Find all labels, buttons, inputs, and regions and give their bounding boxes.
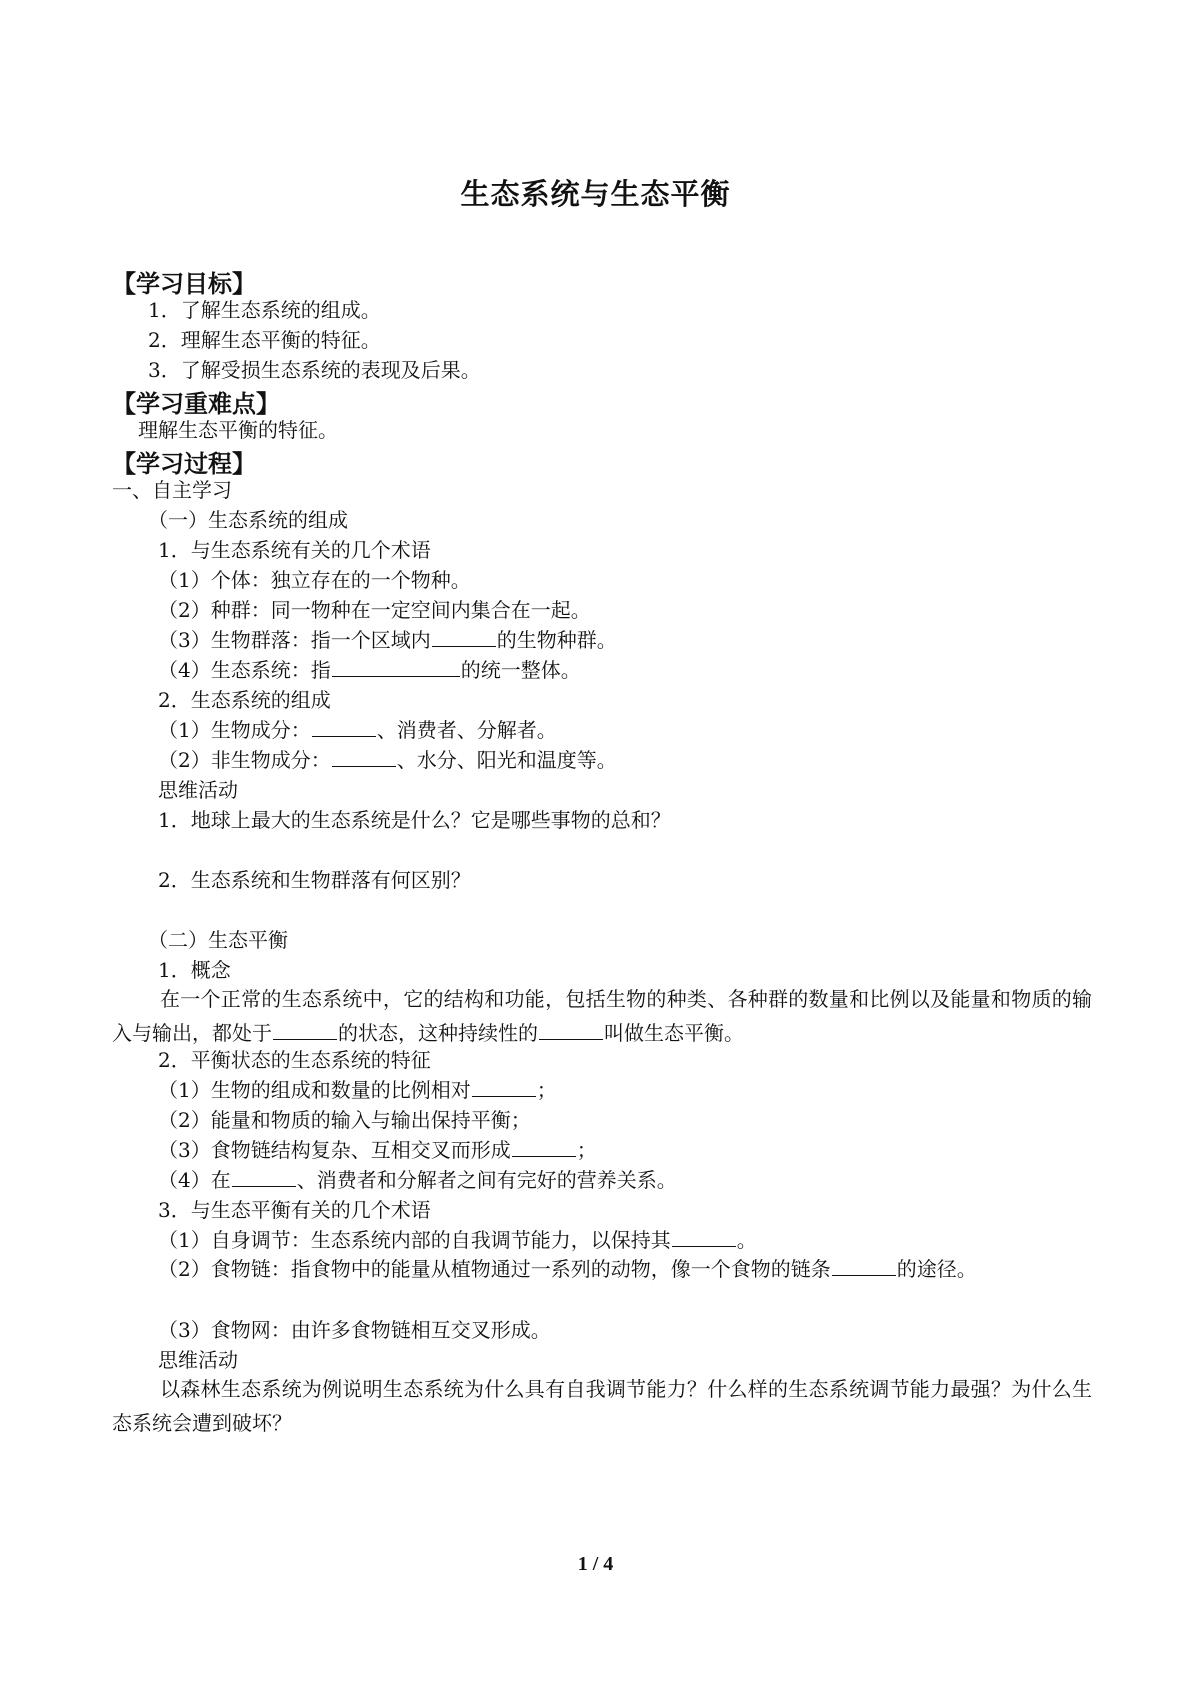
fill-blank xyxy=(273,1019,337,1040)
s2-2-d-post: 、消费者和分解者之间有完好的营养关系。 xyxy=(296,1168,677,1192)
objectives-heading: 【学习目标】 xyxy=(112,270,256,298)
s2-2-a-pre: （1）生物的组成和数量的比例相对 xyxy=(158,1078,471,1102)
s2-3-b-pre: （2）食物链：指食物中的能量从植物通过一系列的动物，像一个食物的链条 xyxy=(158,1257,831,1281)
s2-3-b xyxy=(112,1252,1092,1286)
fill-blank xyxy=(312,716,376,737)
key-points-text: 理解生态平衡的特征。 xyxy=(138,418,338,442)
think1-question-2: 2．生态系统和生物群落有何区别？ xyxy=(158,868,471,892)
s1-1-c xyxy=(158,626,617,654)
section2-heading: （二）生态平衡 xyxy=(148,928,288,952)
fill-blank xyxy=(232,1166,296,1187)
s2-2-a xyxy=(158,1076,557,1104)
fill-blank xyxy=(832,1255,896,1276)
s1-2-a-post: 、消费者、分解者。 xyxy=(376,718,557,742)
s2-3-a-post: 。 xyxy=(736,1228,757,1252)
document-title: 生态系统与生态平衡 xyxy=(460,177,731,211)
s1-1-b: （2）种群：同一物种在一定空间内集合在一起。 xyxy=(158,598,591,622)
section1-heading: （一）生态系统的组成 xyxy=(148,508,348,532)
objective-item-2: 2．理解生态平衡的特征。 xyxy=(148,328,381,352)
part1-heading: 一、自主学习 xyxy=(112,478,232,502)
s1-1-c-post: 的生物种群。 xyxy=(496,628,617,652)
fill-blank xyxy=(672,1226,736,1247)
s2-3-a-pre: （1）自身调节：生态系统内部的自我调节能力，以保持其 xyxy=(158,1228,671,1252)
fill-blank xyxy=(332,656,460,677)
s2-2-d-pre: （4）在 xyxy=(158,1168,231,1192)
think2-paragraph: 以森林生态系统为例说明生态系统为什么具有自我调节能力？什么样的生态系统调节能力最强？为什么生态系统会遭到破坏？ xyxy=(112,1377,1092,1435)
thinking-activity-2: 思维活动 xyxy=(158,1348,238,1372)
s1-1-heading: 1．与生态系统有关的几个术语 xyxy=(158,538,431,562)
s1-1-d xyxy=(158,656,581,684)
objective-item-3: 3．了解受损生态系统的表现及后果。 xyxy=(148,358,481,382)
s1-1-d-post: 的统一整体。 xyxy=(460,658,581,682)
s1-1-a: （1）个体：独立存在的一个物种。 xyxy=(158,568,471,592)
s2-2-a-post: ； xyxy=(536,1078,557,1102)
fill-blank xyxy=(539,1019,603,1040)
s2-2-d xyxy=(158,1166,677,1194)
think1-question-1: 1．地球上最大的生态系统是什么？它是哪些事物的总和？ xyxy=(158,808,671,832)
s1-1-d-pre: （4）生态系统：指 xyxy=(158,658,331,682)
s2-2-c xyxy=(158,1136,597,1164)
s1-2-a-pre: （1）生物成分： xyxy=(158,718,311,742)
s2-1-heading: 1．概念 xyxy=(158,958,231,982)
fill-blank xyxy=(472,1076,536,1097)
page-number: 1 / 4 xyxy=(577,1553,614,1575)
s2-3-c: （3）食物网：由许多食物链相互交叉形成。 xyxy=(158,1318,551,1342)
fill-blank xyxy=(512,1136,576,1157)
s2-2-b: （2）能量和物质的输入与输出保持平衡； xyxy=(158,1108,531,1132)
s1-2-b-pre: （2）非生物成分： xyxy=(158,748,331,772)
s2-3-b-post: 的途径。 xyxy=(896,1257,977,1281)
s2-1-text-c: 叫做生态平衡。 xyxy=(604,1021,744,1045)
objective-item-1: 1．了解生态系统的组成。 xyxy=(148,298,381,322)
s2-3-heading: 3．与生态平衡有关的几个术语 xyxy=(158,1198,431,1222)
s2-1-text-a: 在一个正常的生态系统中，它的结构和功能，包括生物的种类、各种群的数量和比例以及能量和物质的输入与输出，都处于 xyxy=(112,987,1092,1045)
fill-blank xyxy=(432,626,496,647)
process-heading: 【学习过程】 xyxy=(112,450,256,478)
s2-1-paragraph xyxy=(112,982,1092,1050)
s2-3-a xyxy=(158,1226,757,1254)
s1-2-b xyxy=(158,746,617,774)
fill-blank xyxy=(332,746,396,767)
s1-2-heading: 2．生态系统的组成 xyxy=(158,688,331,712)
s2-2-c-post: ； xyxy=(576,1138,597,1162)
s1-1-c-pre: （3）生物群落：指一个区域内 xyxy=(158,628,431,652)
s2-2-c-pre: （3）食物链结构复杂、互相交叉而形成 xyxy=(158,1138,511,1162)
thinking-activity-1: 思维活动 xyxy=(158,778,238,802)
key-points-heading: 【学习重难点】 xyxy=(112,390,280,418)
s2-2-heading: 2．平衡状态的生态系统的特征 xyxy=(158,1048,431,1072)
s2-1-text-b: 的状态，这种持续性的 xyxy=(338,1021,538,1045)
s1-2-a xyxy=(158,716,557,744)
s1-2-b-post: 、水分、阳光和温度等。 xyxy=(396,748,617,772)
